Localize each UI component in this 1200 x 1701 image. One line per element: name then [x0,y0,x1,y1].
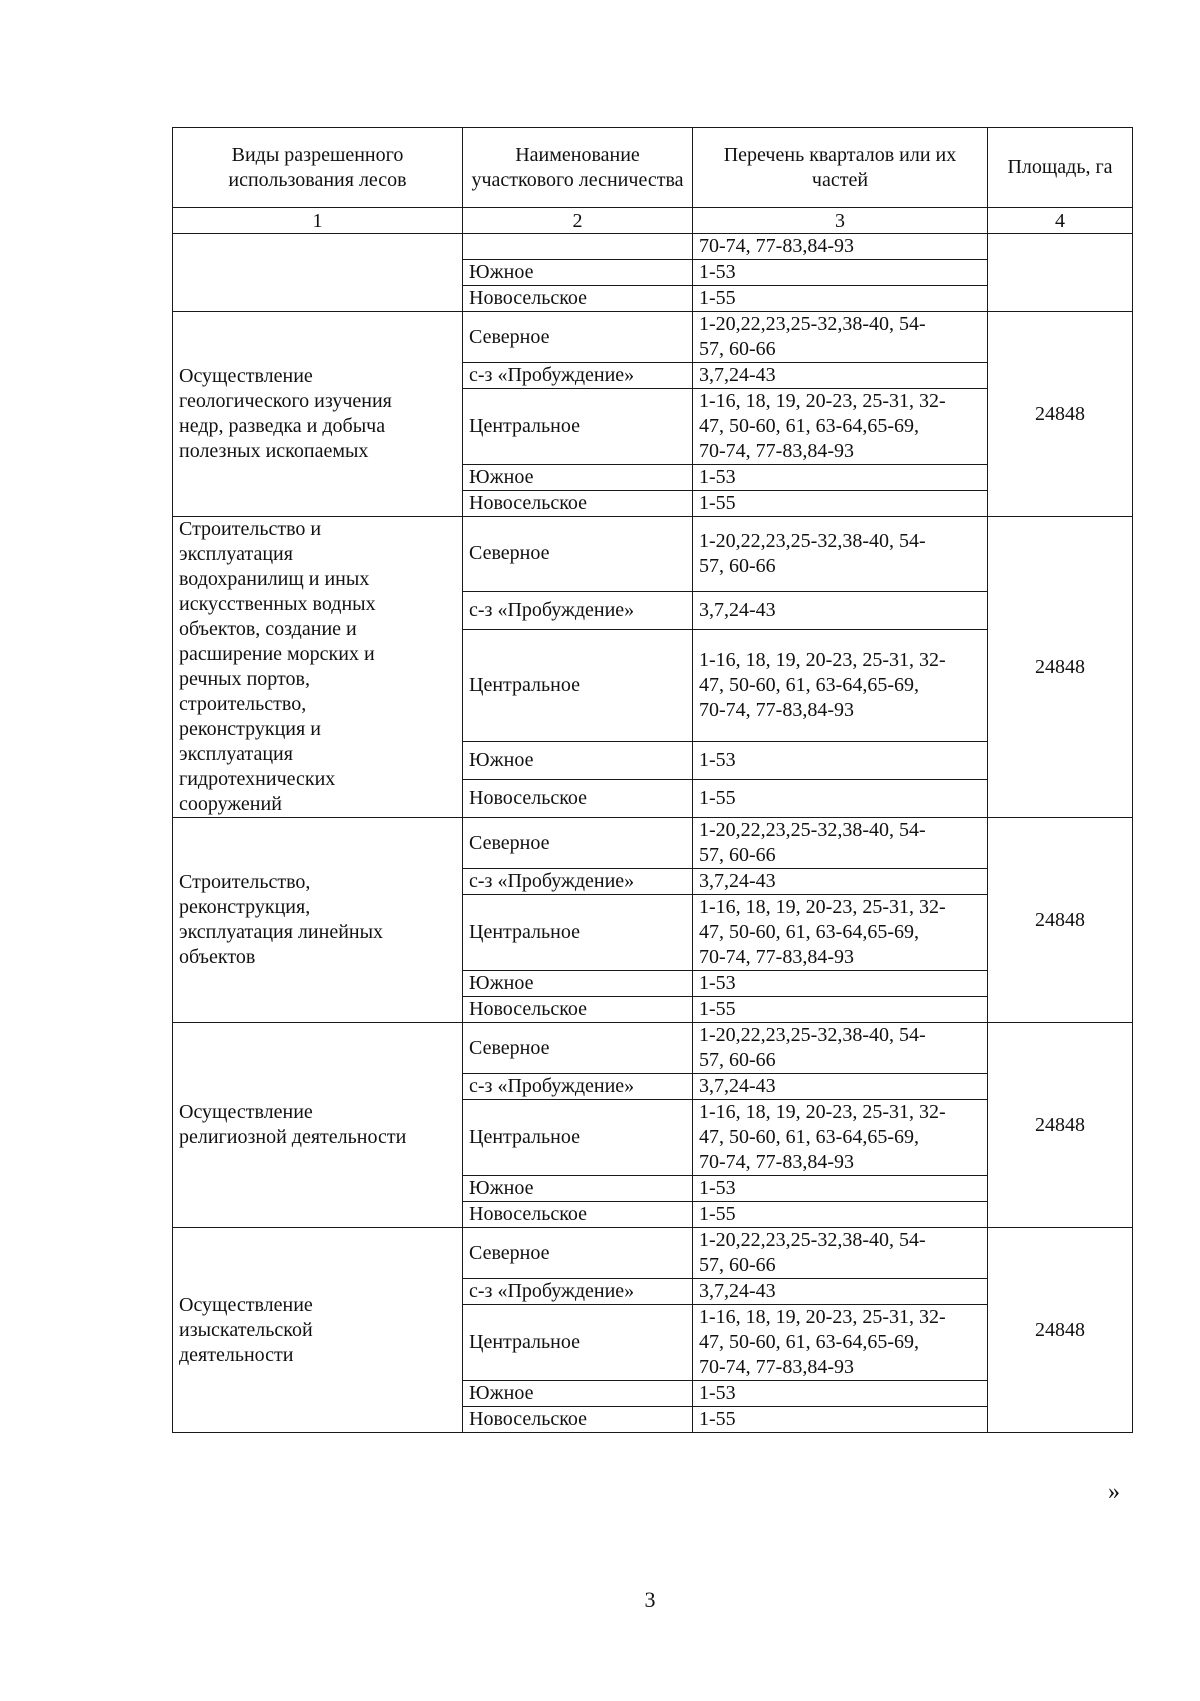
permitted-use-line: Строительство, [179,871,311,893]
forestry-cell: Новосельское [463,491,693,517]
quarters-cell [693,818,988,869]
quarters-line: 1-55 [699,492,736,514]
forestry-cell: Северное [463,818,693,869]
permitted-use-line: эксплуатация [179,543,293,565]
header-forestry-name: Наименование участкового лесничества [463,128,693,208]
table-row [173,818,1133,869]
permitted-use-line: Осуществление [179,365,313,387]
quarters-cell [693,1228,988,1279]
quarters-line: 1-20,22,23,25-32,38-40, 54- [699,1024,926,1046]
forestry-cell: Новосельское [463,779,693,817]
area-cell: 24848 [988,1228,1133,1433]
permitted-use-line: объектов, создание и [179,618,357,640]
quarters-line: 47, 50-60, 61, 63-64,65-69, [699,415,919,437]
forestry-cell: Южное [463,260,693,286]
quarters-cell [693,491,988,517]
permitted-use-line: полезных ископаемых [179,440,369,462]
quarters-line: 1-55 [699,998,736,1020]
forestry-cell: Новосельское [463,997,693,1023]
permitted-use-line: речных портов, [179,668,310,690]
area-cell: 24848 [988,312,1133,517]
quarters-line: 1-20,22,23,25-32,38-40, 54- [699,1229,926,1251]
table-row [173,1228,1133,1279]
permitted-use-line: религиозной деятельности [179,1126,407,1148]
quarters-line: 3,7,24-43 [699,364,776,386]
quarters-cell [693,312,988,363]
quarters-cell [693,630,988,742]
quarters-line: 47, 50-60, 61, 63-64,65-69, [699,673,919,696]
quarters-line: 57, 60-66 [699,1254,776,1276]
forestry-cell: Северное [463,312,693,363]
permitted-use-line: гидротехнических [179,768,336,790]
quarters-cell: 1-53 [693,260,988,286]
column-number: 4 [988,208,1133,234]
quarters-cell: 1-55 [693,286,988,312]
forestry-cell: Центральное [463,895,693,971]
area-cell: 24848 [988,818,1133,1023]
forestry-cell: Северное [463,1023,693,1074]
quarters-line: 1-53 [699,748,736,771]
quarters-line: 1-16, 18, 19, 20-23, 25-31, 32- [699,896,946,918]
forestry-cell: Центральное [463,389,693,465]
quarters-line: 57, 60-66 [699,338,776,360]
quarters-cell [693,997,988,1023]
permitted-use-cell [173,517,463,818]
column-number: 1 [173,208,463,234]
permitted-use-line: реконструкция и [179,718,321,740]
forestry-cell: Северное [463,517,693,592]
forestry-cell: Южное [463,1176,693,1202]
quarters-line: 1-20,22,23,25-32,38-40, 54- [699,313,926,335]
table-row [173,517,1133,592]
forestry-cell: Новосельское [463,286,693,312]
permitted-use-line: реконструкция, [179,896,311,918]
quarters-cell [693,1202,988,1228]
quarters-line: 1-53 [699,1177,736,1199]
quarters-cell [693,1381,988,1407]
column-number: 3 [693,208,988,234]
quarters-line: 1-53 [699,972,736,994]
quarters-cell [693,1407,988,1433]
land-use-table [172,127,1133,1433]
permitted-use-line: эксплуатация [179,743,293,765]
forestry-cell: Центральное [463,1305,693,1381]
quarters-line: 3,7,24-43 [699,1280,776,1302]
forestry-cell: Центральное [463,1100,693,1176]
forestry-cell: Центральное [463,630,693,742]
quarters-cell [693,591,988,629]
continued-area-cell [988,234,1133,312]
quarters-line: 3,7,24-43 [699,1075,776,1097]
quarters-line: 1-16, 18, 19, 20-23, 25-31, 32- [699,1101,946,1123]
quarters-line: 1-55 [699,786,736,809]
quarters-line: 1-16, 18, 19, 20-23, 25-31, 32- [699,648,946,671]
forestry-cell: с-з «Пробуждение» [463,1279,693,1305]
permitted-use-line: объектов [179,946,256,968]
quarters-line: 57, 60-66 [699,1049,776,1071]
quarters-cell [693,1100,988,1176]
permitted-use-cell [173,818,463,1023]
quarters-line: 70-74, 77-83,84-93 [699,1151,854,1173]
forestry-cell: с-з «Пробуждение» [463,363,693,389]
quarters-line: 70-74, 77-83,84-93 [699,440,854,462]
forestry-cell: Новосельское [463,1407,693,1433]
permitted-use-line: эксплуатация линейных [179,921,384,943]
quarters-line: 3,7,24-43 [699,598,776,621]
quarters-line: 70-74, 77-83,84-93 [699,1356,854,1378]
permitted-use-cell [173,312,463,517]
forestry-cell: с-з «Пробуждение» [463,591,693,629]
quarters-cell [693,363,988,389]
quarters-line: 1-16, 18, 19, 20-23, 25-31, 32- [699,390,946,412]
continued-forestry-cell [463,234,693,260]
quarters-line: 70-74, 77-83,84-93 [699,946,854,968]
quarters-line: 57, 60-66 [699,554,776,577]
permitted-use-line: Осуществление [179,1293,313,1316]
column-number-row [173,208,1133,234]
quarters-cell [693,741,988,779]
quarters-cell [693,971,988,997]
permitted-use-line: расширение морских и [179,643,375,665]
quarters-line: 1-53 [699,1382,736,1404]
quarters-cell: 70-74, 77-83,84-93 [693,234,988,260]
forestry-cell: с-з «Пробуждение» [463,1074,693,1100]
quarters-line: 1-16, 18, 19, 20-23, 25-31, 32- [699,1306,946,1328]
quarters-cell [693,1023,988,1074]
forestry-cell: Южное [463,971,693,997]
permitted-use-line: изыскательской [179,1318,313,1341]
quarters-line: 1-20,22,23,25-32,38-40, 54- [699,529,926,552]
permitted-use-line: водохранилищ и иных [179,568,370,590]
quarters-line: 70-74, 77-83,84-93 [699,698,854,721]
quarters-cell [693,1305,988,1381]
forestry-cell: Южное [463,1381,693,1407]
permitted-use-line: Строительство и [179,518,322,540]
quarters-line: 1-20,22,23,25-32,38-40, 54- [699,819,926,841]
continued-use-cell [173,234,463,312]
permitted-use-cell [173,1228,463,1433]
permitted-use-line: строительство, [179,693,307,715]
quarters-cell [693,465,988,491]
quarters-line: 1-53 [699,466,736,488]
quarters-cell [693,869,988,895]
header-row [173,128,1133,208]
quarters-cell [693,1074,988,1100]
table-body [173,234,1133,1433]
quarters-cell [693,895,988,971]
permitted-use-cell [173,1023,463,1228]
permitted-use-line: недр, разведка и добыча [179,415,386,437]
forestry-cell: Южное [463,741,693,779]
column-number: 2 [463,208,693,234]
page-number: 3 [644,1587,656,1612]
area-cell: 24848 [988,1023,1133,1228]
forestry-cell: с-з «Пробуждение» [463,869,693,895]
header-area: Площадь, га [988,128,1133,208]
header-permitted-use: Виды разрешенного использования лесов [173,128,463,208]
table-row [173,1023,1133,1074]
quarters-cell [693,517,988,592]
permitted-use-line: Осуществление [179,1101,313,1123]
permitted-use-line: деятельности [179,1343,294,1366]
continuation-row [173,234,1133,260]
quarters-line: 1-55 [699,1203,736,1225]
forestry-cell: Новосельское [463,1202,693,1228]
permitted-use-line: искусственных водных [179,593,376,615]
quarters-line: 3,7,24-43 [699,870,776,892]
quarters-line: 47, 50-60, 61, 63-64,65-69, [699,1331,919,1353]
quarters-line: 47, 50-60, 61, 63-64,65-69, [699,1126,919,1148]
permitted-use-line: сооружений [179,793,282,815]
quarters-line: 47, 50-60, 61, 63-64,65-69, [699,921,919,943]
table-row [173,312,1133,363]
quarters-line: 1-55 [699,1408,736,1430]
header-quarters-list: Перечень кварталов или их частей [693,128,988,208]
forestry-cell: Южное [463,465,693,491]
forestry-cell: Северное [463,1228,693,1279]
quarters-cell [693,1176,988,1202]
quarters-line: 57, 60-66 [699,844,776,866]
closing-quote-mark: » [1108,1479,1120,1505]
quarters-cell [693,1279,988,1305]
quarters-cell [693,779,988,817]
area-cell: 24848 [988,517,1133,818]
permitted-use-line: геологического изучения [179,390,392,412]
quarters-cell [693,389,988,465]
